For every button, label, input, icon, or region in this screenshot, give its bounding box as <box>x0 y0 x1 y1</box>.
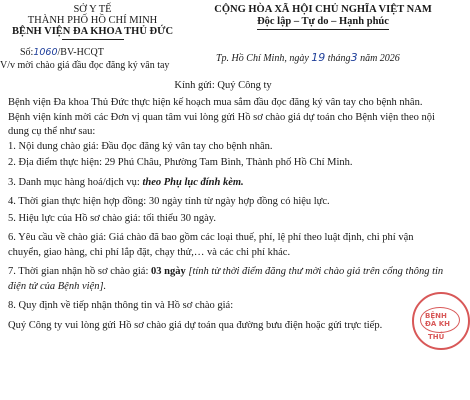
item-6: 6. Yêu cầu về chào giá: Giá chào đã bao gồm các loại thuế, phí, lệ phí theo luật định, chi phí vận chuyển, giao hàng, chi phí lắp đặt, chạy thử,… và các chi phí khác. <box>8 232 414 258</box>
item-3-emphasis: theo Phụ lục đính kèm. <box>142 176 244 188</box>
date-month-label: tháng <box>327 53 351 64</box>
item-4: 4. Thời gian thực hiện hợp đồng: 30 ngày tính từ ngày hợp đồng có hiệu lực. <box>8 196 330 207</box>
document-number-handwritten: 1060 <box>33 47 58 58</box>
document-date <box>216 52 400 65</box>
seal-text-2: ĐA KH <box>425 320 451 328</box>
issuer-hospital: BỆNH VIỆN ĐA KHOA THỦ ĐỨC <box>11 26 174 37</box>
hospital-seal <box>412 292 470 350</box>
item-3-label: 3. Danh mục hàng hoá/dịch vụ: <box>8 176 143 188</box>
national-title: CỘNG HÒA XÃ HỘI CHỦ NGHĨA VIỆT NAM <box>214 4 432 15</box>
issuer-ministry: SỞ Y TẾ <box>73 4 112 15</box>
document-number <box>20 47 104 59</box>
document-subject: V/v mời chào giá đầu đọc đăng ký vân tay <box>0 60 170 71</box>
seal-text-1: BỆNH <box>425 312 447 320</box>
item-3 <box>8 176 444 191</box>
issuer-header <box>0 4 185 40</box>
item-7-note: [tính từ thời điểm đăng thư mời chào giá trên cổng thông tin điện tử của Bệnh viện]. <box>8 266 444 292</box>
issuer-underline <box>62 39 124 40</box>
national-header <box>200 4 446 30</box>
issuer-city: THÀNH PHỐ HỒ CHÍ MINH <box>27 15 158 26</box>
item-7-days: 03 ngày <box>151 266 186 277</box>
seal-text-3: THỦ <box>428 333 445 341</box>
item-7-label: 7. Thời gian nhận hồ sơ chào giá: <box>8 266 152 277</box>
date-day: 19 <box>311 51 326 64</box>
letter-body <box>8 96 444 333</box>
date-year: năm 2026 <box>360 53 400 64</box>
hospital-seal-inner <box>420 307 460 333</box>
item-1: 1. Nội dung chào giá: Đầu đọc đăng ký vân tay cho bệnh nhân. <box>8 140 273 152</box>
document-number-suffix: /BV-HCQT <box>57 47 104 58</box>
item-2: 2. Địa điểm thực hiện: 29 Phú Châu, Phường Tam Bình, Thành phố Hồ Chí Minh. <box>8 157 353 168</box>
greeting: Kính gửi: Quý Công ty <box>174 80 272 91</box>
item-8: 8. Quy định về tiếp nhận thông tin và Hồ sơ chào giá: <box>8 300 234 311</box>
item-7 <box>8 265 444 294</box>
date-month: 3 <box>350 51 358 64</box>
date-city: Tp. Hồ Chí Minh, ngày <box>216 53 309 64</box>
item-5: 5. Hiệu lực của Hồ sơ chào giá: tối thiểu 30 ngày. <box>8 212 216 224</box>
intro-paragraph: Bệnh viện Đa khoa Thủ Đức thực hiện kế hoạch mua sắm đầu đọc đăng ký vân tay cho bệnh nhân. Bệnh viện kính mời các Đơn vị quan tâm vui lòng gửi Hồ sơ chào giá dự toán cho Bệnh viện theo nội dung cụ thể như sau: <box>8 97 435 137</box>
motto-underline <box>257 29 389 30</box>
item-8-detail: Quý Công ty vui lòng gửi Hồ sơ chào giá dự toán qua đường bưu điện hoặc gửi trực tiếp. <box>8 319 383 331</box>
document-number-prefix: Số: <box>20 47 34 58</box>
national-motto: Độc lập – Tự do – Hạnh phúc <box>257 16 389 27</box>
